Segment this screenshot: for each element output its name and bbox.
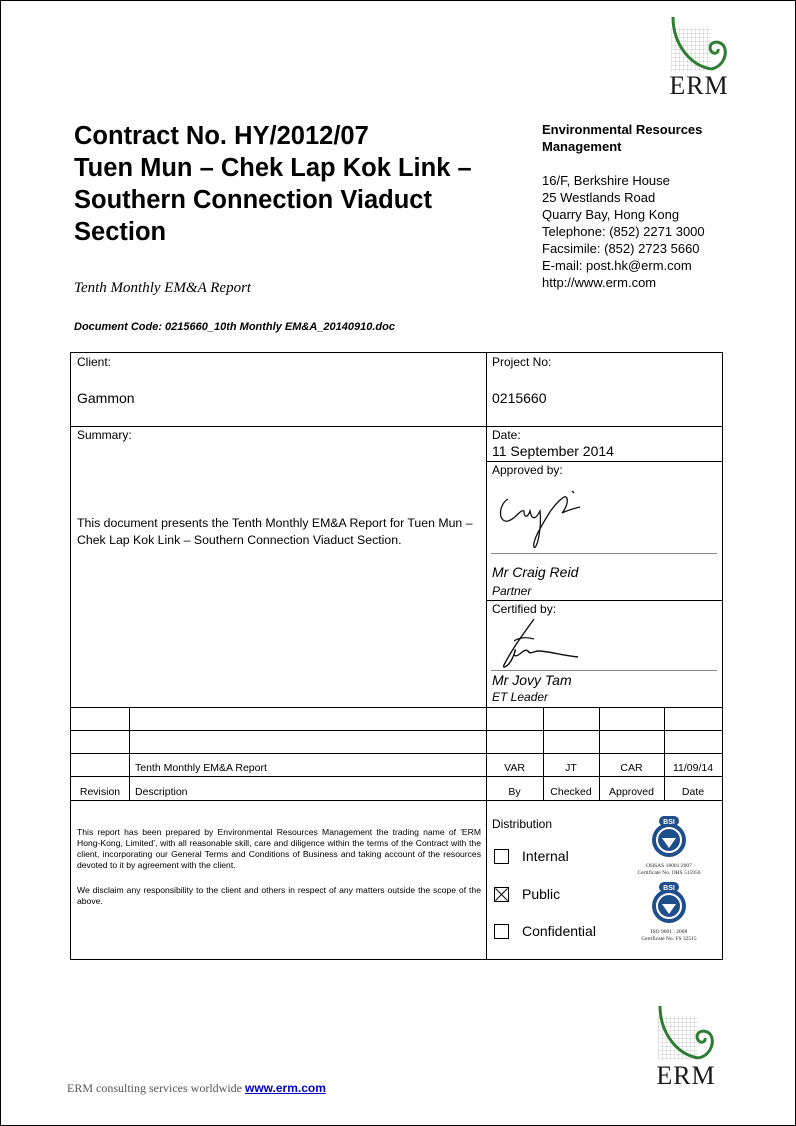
approver-signature: [494, 481, 584, 551]
certificate-caption: OHSAS 18001:2007: [646, 863, 692, 869]
confidential-checkbox[interactable]: [494, 924, 509, 939]
erm-logo-text: ERM: [656, 1061, 716, 1090]
approver-name: Mr Craig Reid: [492, 564, 579, 580]
footer-link[interactable]: www.erm.com: [244, 1081, 326, 1095]
address-line: 25 Westlands Road: [542, 190, 656, 205]
revision-date: 11/09/14: [672, 762, 714, 774]
approved-header: Approved: [609, 786, 654, 798]
document-control-table: [70, 352, 723, 960]
date-label: Date:: [492, 428, 521, 442]
bsi-kitemark-icon: [646, 814, 692, 858]
certificate-caption: Certificate No. FS 32515: [641, 936, 697, 942]
bsi-kitemark-icon: [646, 880, 692, 924]
summary-label: Summary:: [77, 428, 132, 442]
revision-checked: JT: [565, 762, 577, 774]
report-subtitle: Tenth Monthly EM&A Report: [74, 280, 252, 296]
bsi-mark-text: BSI: [663, 819, 675, 826]
document-code: Document Code: 0215660_10th Monthly EM&A_20140910.doc: [74, 321, 395, 333]
client-value: Gammon: [77, 390, 135, 406]
certifier-name: Mr Jovy Tam: [492, 672, 572, 688]
certificate-caption: Certificate No. OHS 515956: [637, 870, 701, 876]
project-no-value: 0215660: [492, 390, 547, 406]
revision-description: Tenth Monthly EM&A Report: [135, 762, 267, 774]
date-value: 11 September 2014: [492, 443, 614, 459]
summary-text: This document presents the Tenth Monthly EM&A Report for Tuen Mun – Chek Lap Kok Link – Southern Connection Viaduct Section.: [77, 516, 473, 547]
confidential-option-label: Confidential: [522, 923, 596, 939]
report-title: [74, 120, 472, 248]
internal-option-label: Internal: [522, 848, 569, 864]
title-line: Tuen Mun – Chek Lap Kok Link –: [74, 154, 472, 182]
distribution-label: Distribution: [492, 817, 553, 831]
disclaimer-paragraph: We disclaim any responsibility to the client and others in respect of any matters outside the scope of the above.: [77, 885, 481, 906]
certificate-caption: ISO 9001 : 2008: [650, 929, 688, 935]
title-line: Southern Connection Viaduct: [74, 186, 432, 214]
certifier-title: ET Leader: [492, 690, 549, 704]
erm-fern-icon: [667, 13, 731, 73]
erm-logo-bottom: [654, 1001, 718, 1089]
approver-title: Partner: [492, 584, 532, 598]
date-header: Date: [681, 786, 705, 798]
revision-by: VAR: [504, 762, 525, 774]
bsi-mark-text: BSI: [663, 885, 675, 892]
approved-by-label: Approved by:: [492, 463, 563, 477]
by-header: By: [508, 786, 521, 798]
title-line: Contract No. HY/2012/07: [74, 122, 369, 150]
telephone: Telephone: (852) 2271 3000: [542, 224, 705, 239]
erm-fern-icon: [654, 1001, 718, 1063]
website: http://www.erm.com: [542, 275, 657, 290]
erm-logo-text: ERM: [669, 71, 729, 100]
title-line: Section: [74, 218, 167, 246]
revision-approved: CAR: [620, 762, 643, 774]
erm-logo-top: [667, 13, 731, 99]
checked-header: Checked: [550, 786, 592, 798]
certifier-signature: [494, 615, 584, 671]
project-no-label: Project No:: [492, 355, 552, 369]
footer-text: ERM consulting services worldwide: [67, 1081, 242, 1095]
public-checkbox[interactable]: [494, 887, 509, 902]
disclaimer-paragraph: This report has been prepared by Environmental Resources Management the trading name of 'ERM Hong-Kong, Limited', with all reasonable skill, care and diligence within the terms of the Contract with the client, incorporating our General Terms and Conditions of Business and taking account of the resources devoted to it by agreement with the client.: [77, 827, 481, 870]
address-line: 16/F, Berkshire House: [542, 173, 670, 188]
revision-header: Revision: [79, 786, 121, 798]
public-option-label: Public: [522, 886, 561, 902]
bsi-ohsas-certificate: [627, 814, 711, 877]
internal-checkbox[interactable]: [494, 849, 509, 864]
bsi-iso9001-certificate: [627, 880, 711, 943]
company-address: [542, 121, 742, 291]
address-line: Quarry Bay, Hong Kong: [542, 207, 680, 222]
email: E-mail: post.hk@erm.com: [542, 258, 692, 273]
company-name: Environmental Resources Management: [542, 122, 703, 154]
facsimile: Facsimile: (852) 2723 5660: [542, 241, 700, 256]
certified-by-label: Certified by:: [492, 602, 557, 616]
client-label: Client:: [77, 355, 112, 369]
description-header: Description: [135, 786, 188, 798]
footer: [67, 1081, 326, 1096]
